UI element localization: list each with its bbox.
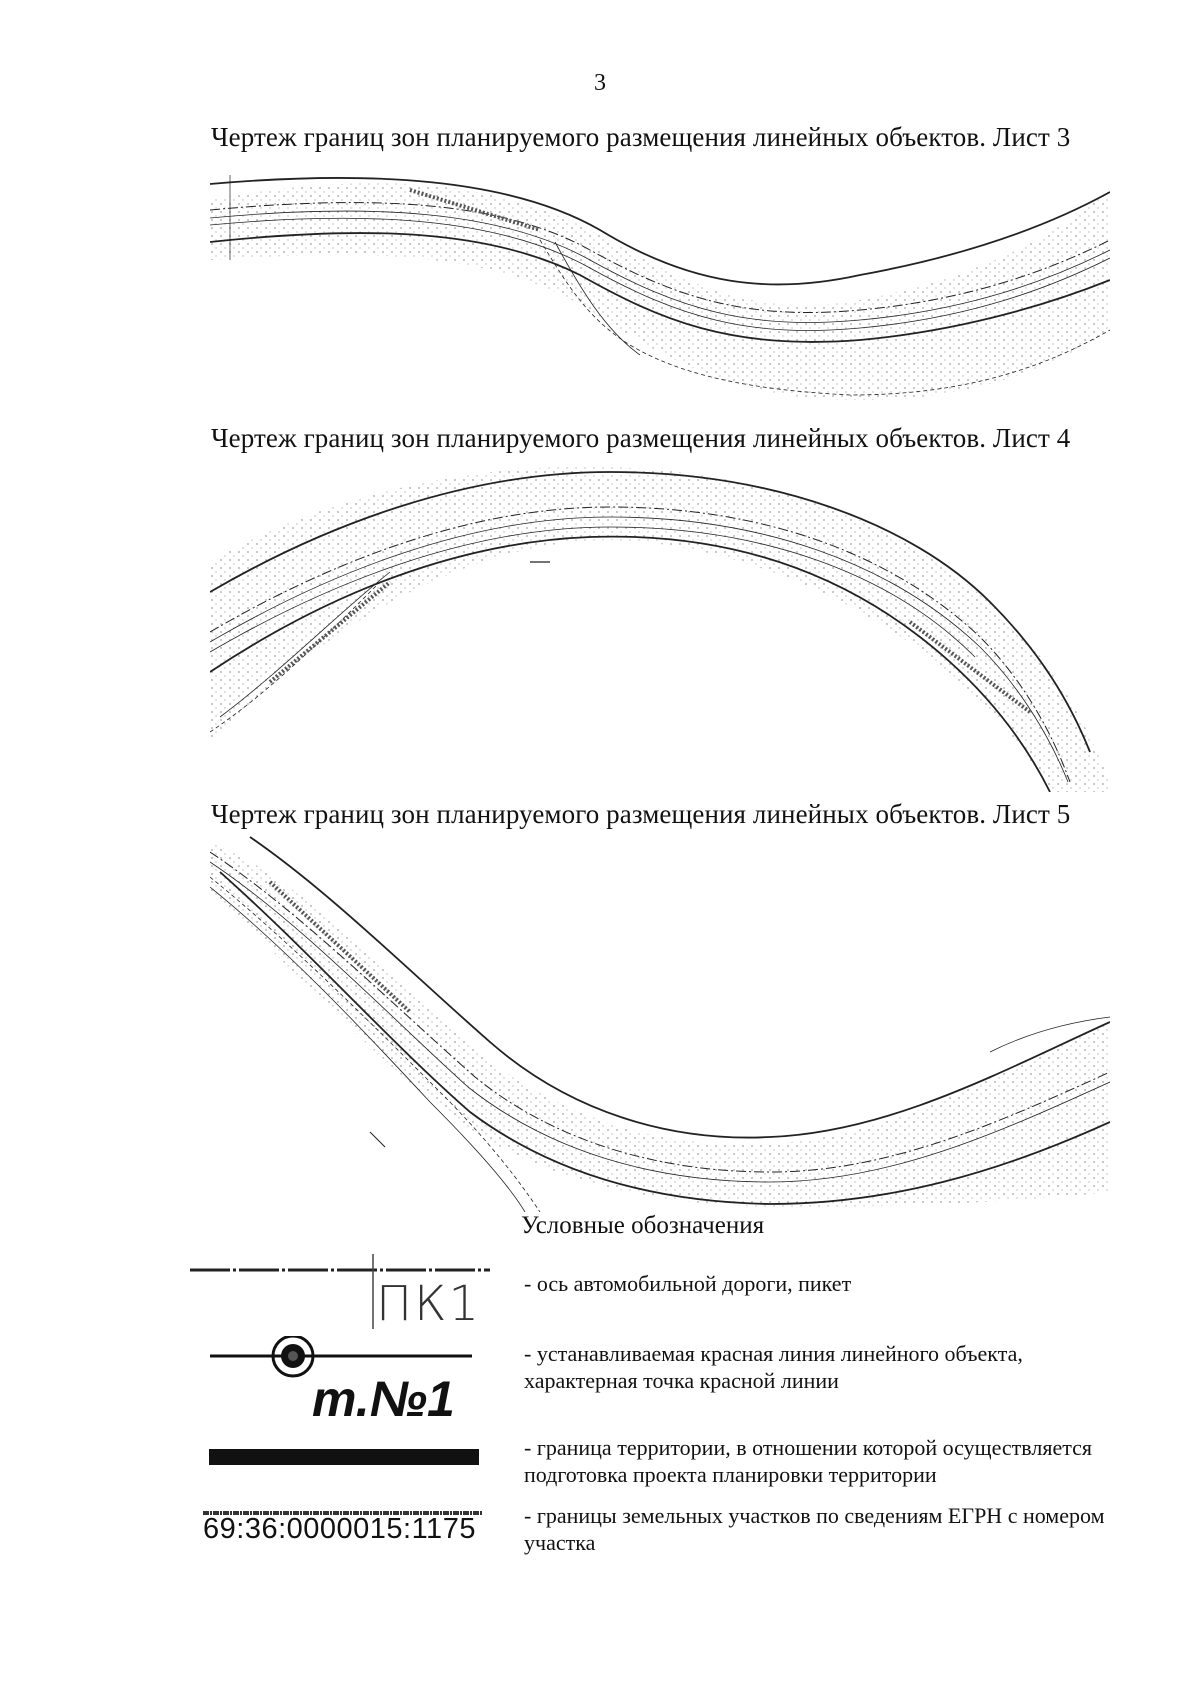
sheet-4-title: Чертеж границ зон планируемого размещения линейных объектов. Лист 4	[211, 423, 1071, 453]
legend-item-territory-boundary: - граница территории, в отношении которой осуществляется подготовка проекта планировки территории	[524, 1435, 1092, 1487]
sheet-5-drawing	[210, 832, 1110, 1212]
red-line-point-icon	[210, 1336, 480, 1426]
road-axis-picket-icon	[190, 1254, 490, 1334]
territory-boundary-icon	[209, 1449, 479, 1465]
sheet-4-drawing	[210, 462, 1110, 792]
legend-title: Условные обозначения	[521, 1212, 765, 1239]
point-number-label: т.№1	[312, 1371, 455, 1427]
sheet-5-title: Чертеж границ зон планируемого размещения линейных объектов. Лист 5	[211, 799, 1071, 829]
legend-item-road-axis: - ось автомобильной дороги, пикет	[524, 1271, 852, 1296]
page-number: 3	[594, 70, 606, 96]
land-parcel-boundary-icon	[203, 1503, 483, 1509]
sheet-3-drawing	[210, 170, 1110, 430]
cadastral-number-label: 69:36:0000015:1175	[203, 1513, 476, 1545]
picket-label: ПК1	[376, 1276, 481, 1332]
legend-item-red-line: - устанавливаемая красная линия линейного объекта, характерная точка красной линии	[524, 1341, 1023, 1393]
legend-item-land-parcels: - границы земельных участков по сведениям ЕГРН с номером участка	[524, 1503, 1105, 1555]
sheet-3-title: Чертеж границ зон планируемого размещения линейных объектов. Лист 3	[211, 122, 1071, 152]
